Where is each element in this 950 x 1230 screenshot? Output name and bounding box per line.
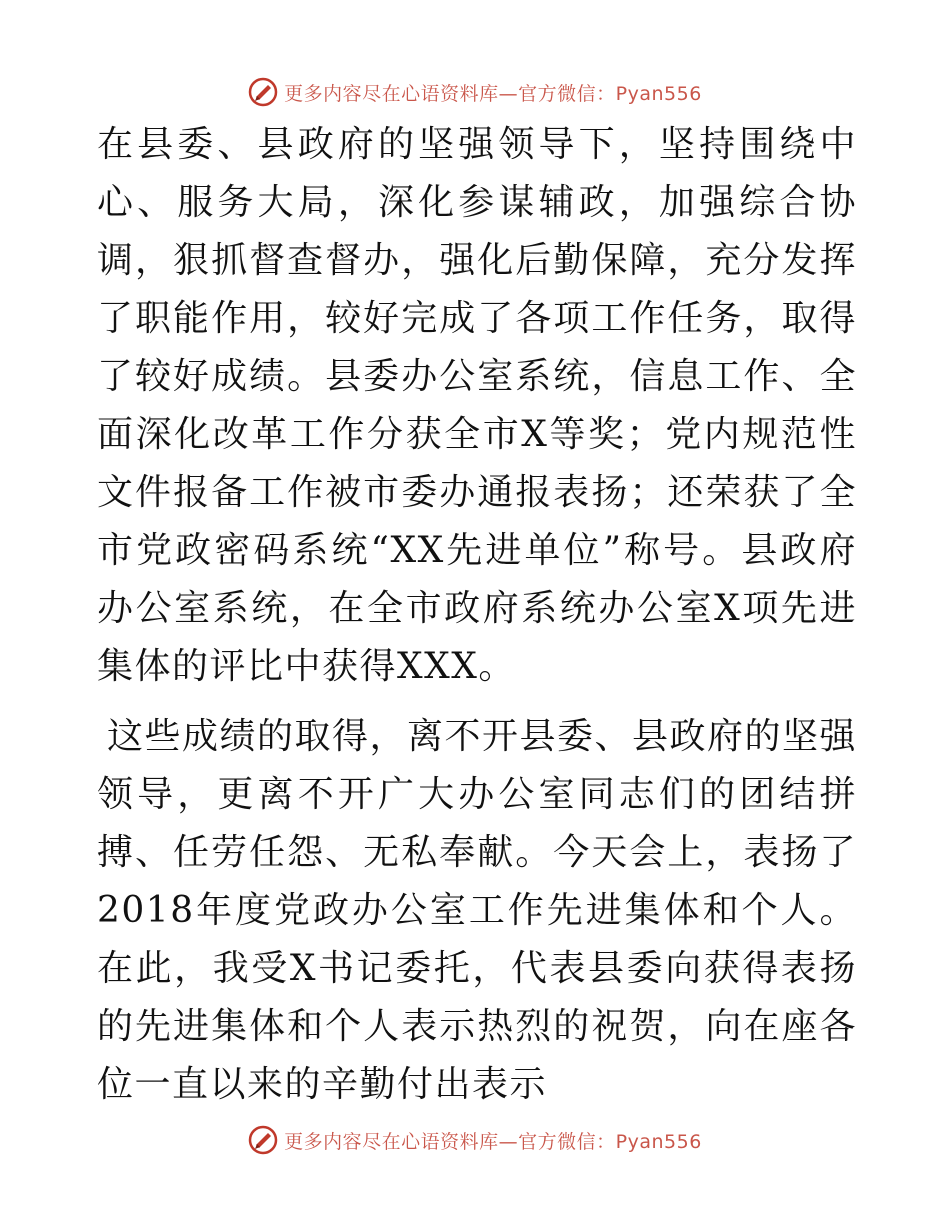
quill-pen-logo-icon — [248, 1125, 278, 1155]
header-watermark — [0, 72, 950, 112]
watermark-text: 更多内容尽在心语资料库—官方微信：Pyan556 — [284, 82, 702, 105]
quill-pen-logo-icon — [248, 77, 278, 107]
paragraph: 这些成绩的取得，离不开县委、县政府的坚强领导，更离不开广大办公室同志们的团结拼搏、任劳任怨、无私奉献。今天会上，表扬了2018年度党政办公室工作先进集体和个人。在此，我受X书记委托，代表县委向获得表扬的先进集体和个人表示热烈的祝贺，向在座各位一直以来的辛勤付出表示 — [97, 716, 858, 1105]
paragraph: 在县委、县政府的坚强领导下，坚持围绕中心、服务大局，深化参谋辅政，加强综合协调，狠抓督查督办，强化后勤保障，充分发挥了职能作用，较好完成了各项工作任务，取得了较好成绩。县委办公室系统，信息工作、全面深化改革工作分获全市X等奖；党内规范性文件报备工作被市委办通报表扬；还荣获了全市党政密码系统“XX先进单位”称号。县政府办公室系统，在全市政府系统办公室X项先进集体的评比中获得XXX。 — [97, 124, 857, 687]
footer-watermark — [0, 1120, 950, 1160]
document-body — [97, 116, 857, 1114]
watermark-text: 更多内容尽在心语资料库—官方微信：Pyan556 — [284, 1130, 702, 1153]
